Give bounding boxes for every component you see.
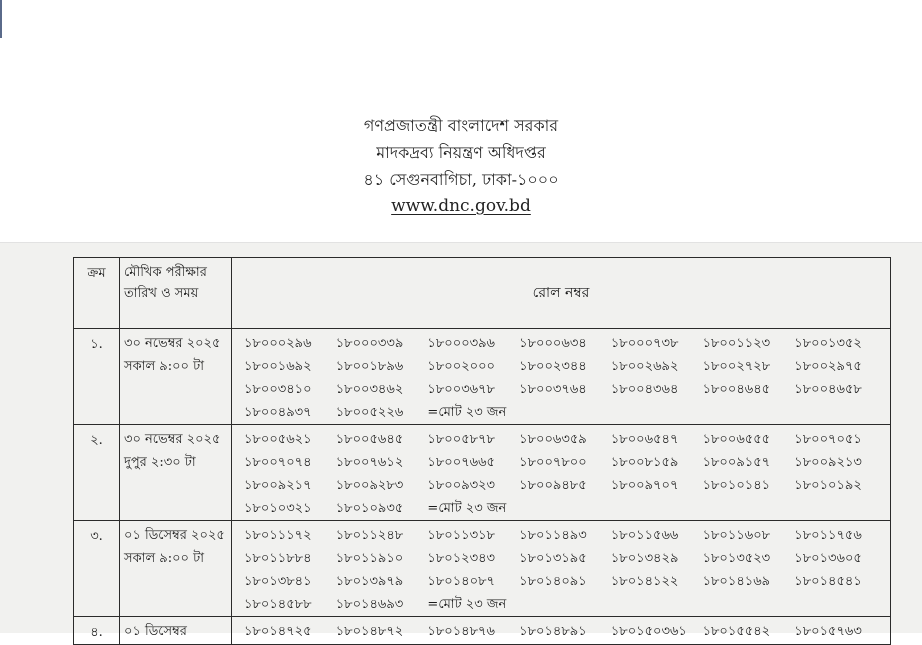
roll-number: ১৮০০৮১৫৯ [610,455,679,470]
roll-number: ১৮০১৪৬৯৩ [335,597,404,612]
roll-number: ১৮০১০১৯২ [794,478,862,493]
roll-number: ১৮০০৩৪১০ [244,382,312,397]
roll-number: ১৮০১০৯৩৫ [335,501,404,516]
row-date-time: ০১ ডিসেম্বর [120,617,232,645]
roll-number: ১৮০০০২৯৬ [244,336,312,351]
roll-number-grid [232,521,890,616]
roll-number: ১৮০১১৭৫৬ [794,528,862,543]
roll-number: ১৮০০০৭৩৮ [610,336,679,351]
roll-number: ১৮০১৪১২২ [610,574,679,589]
roll-number: ১৮০১৫৭৬৩ [794,624,862,639]
roll-number: ১৮০০৪৬৫৮ [794,382,862,397]
roll-number: ১৮০০৫৮৭৮ [427,432,495,447]
roll-number: ১৮০০১৬৯২ [244,359,312,374]
table-row [74,425,891,521]
roll-number: ১৮০০১৩৫২ [794,336,862,351]
row-roll-cell [232,521,891,617]
roll-number: ১৮০১৩৯৭৯ [335,574,404,589]
col-roll-header: রোল নম্বর [232,258,891,329]
roll-number: ১৮০০৭৮০০ [519,455,587,470]
row-total: =মোট ২৩ জন [427,405,507,420]
roll-number: ১৮০১৪৮৯১ [519,624,587,639]
roll-number: ১৮০১৪০৯১ [519,574,587,589]
table-header-row [74,258,891,329]
roll-number: ১৮০০৯১৫৭ [702,455,771,470]
roll-number: ১৮০১১৬০৮ [702,528,771,543]
roll-number: ১৮০০৯৭০৭ [610,478,679,493]
roll-number: ১৮০১৩১৯৫ [519,551,587,566]
roll-number: ১৮০০৭০৭৪ [244,455,312,470]
row-serial: ১. [74,329,120,425]
roll-number: ১৮০০০৬৩৪ [519,336,587,351]
roll-number: ১৮০১১৮৮৪ [244,551,312,566]
roll-number: ১৮০১৫৫৪২ [702,624,771,639]
roll-number: ১৮০০৯২১৩ [794,455,862,470]
roll-number: ১৮০১৪৫৮৮ [244,597,312,612]
roll-number: ১৮০১৫০৩৬১ [610,624,687,639]
govt-name: গণপ্রজাতন্ত্রী বাংলাদেশ সরকার [363,116,559,135]
table-row [74,329,891,425]
roll-number: ১৮০১৪০৮৭ [427,574,495,589]
row-date-time: ৩০ নভেম্বর ২০২৫ দুপুর ২:৩০ টা [120,425,232,521]
roll-number: ১৮০০৭৬৬৫ [427,455,495,470]
roll-number: ১৮০০৪৬৪৫ [702,382,771,397]
roll-number: ১৮০০৬৩৫৯ [519,432,587,447]
roll-number-grid [232,329,890,424]
roll-number: ১৮০১১২৪৮ [335,528,404,543]
roll-number: ১৮০১৩৪২৯ [610,551,679,566]
roll-number: ১৮০০৭০৫১ [794,432,862,447]
roll-number: ১৮০০৯৩২৩ [427,478,495,493]
roll-number-grid [232,617,890,643]
row-roll-cell [232,329,891,425]
roll-number: ১৮০০২৭২৮ [702,359,771,374]
roll-number: ১৮০১০১৪১ [702,478,771,493]
roll-number: ১৮০০৯৪৮৫ [519,478,587,493]
roll-number: ১৮০০৩৪৬২ [335,382,404,397]
roll-number: ১৮০০১৮৯৬ [335,359,404,374]
roll-number: ১৮০০৪৯৩৭ [244,405,312,420]
row-roll-cell [232,425,891,521]
row-serial: ৪. [74,617,120,645]
roll-number: ১৮০০২৬৯২ [610,359,679,374]
roll-number: ১৮০০৭৬১২ [335,455,404,470]
roll-number: ১৮০০১১২৩ [702,336,771,351]
row-total: =মোট ২৩ জন [427,597,507,612]
roll-number: ১৮০০৪৩৬৪ [610,382,679,397]
roll-number: ১৮০১৪৭২৫ [244,624,312,639]
row-serial: ২. [74,425,120,521]
roll-number: ১৮০১৩৮৪১ [244,574,312,589]
col-date-header: মৌখিক পরীক্ষার তারিখ ও সময় [120,258,232,329]
roll-number: ১৮০১০৩২১ [244,501,312,516]
row-date-time: ০১ ডিসেম্বর ২০২৫ সকাল ৯:০০ টা [120,521,232,617]
letterhead [0,112,922,219]
roll-table [73,257,891,645]
roll-number: ১৮০০০৩৩৯ [335,336,404,351]
roll-number: ১৮০১৪৮৭২ [335,624,404,639]
roll-number: ১৮০১৪৫৪১ [794,574,862,589]
roll-number: ১৮০১৩৬০৫ [794,551,862,566]
roll-number: ১৮০০৯২১৭ [244,478,312,493]
roll-number: ১৮০১১৩১৮ [427,528,495,543]
roll-number: ১৮০০৫৬৪৫ [335,432,404,447]
roll-number: ১৮০১১১৭২ [244,528,312,543]
address: ৪১ সেগুনবাগিচা, ঢাকা-১০০০ [363,170,559,189]
roll-number: ১৮০১৩৫২৩ [702,551,771,566]
roll-number: ১৮০১২৩৪৩ [427,551,495,566]
row-date-time: ৩০ নভেম্বর ২০২৫ সকাল ৯:০০ টা [120,329,232,425]
roll-number: ১৮০০৫৬২১ [244,432,312,447]
roll-number: ১৮০০০৩৯৬ [427,336,495,351]
website-link[interactable]: www.dnc.gov.bd [391,196,531,216]
row-roll-cell [232,617,891,645]
roll-number-grid [232,425,890,520]
row-total: =মোট ২৩ জন [427,501,507,516]
roll-number: ১৮০১৪৮৭৬ [427,624,495,639]
roll-number: ১৮০০৯২৮৩ [335,478,404,493]
roll-number: ১৮০০২০০০ [427,359,496,374]
col-serial-header: ক্রম [74,258,120,329]
document-sheet [0,242,922,640]
table-row [74,617,891,645]
roll-number: ১৮০১১৫৬৬ [610,528,679,543]
row-serial: ৩. [74,521,120,617]
table-row [74,521,891,617]
roll-number: ১৮০০৫২২৬ [335,405,404,420]
roll-number: ১৮০০৬৫৪৭ [610,432,679,447]
roll-number: ১৮০০৬৫৫৫ [702,432,771,447]
roll-number: ১৮০০২৯৭৫ [794,359,862,374]
roll-number: ১৮০১৪১৬৯ [702,574,771,589]
department-name: মাদকদ্রব্য নিয়ন্ত্রণ অধিদপ্তর [376,143,546,162]
edge-mark [0,0,2,38]
roll-number: ১৮০১১৯১০ [335,551,404,566]
roll-number: ১৮০০২৩৪৪ [519,359,587,374]
roll-number: ১৮০১১৪৯৩ [519,528,587,543]
roll-number: ১৮০০৩৭৬৪ [519,382,587,397]
roll-number: ১৮০০৩৬৭৮ [427,382,495,397]
